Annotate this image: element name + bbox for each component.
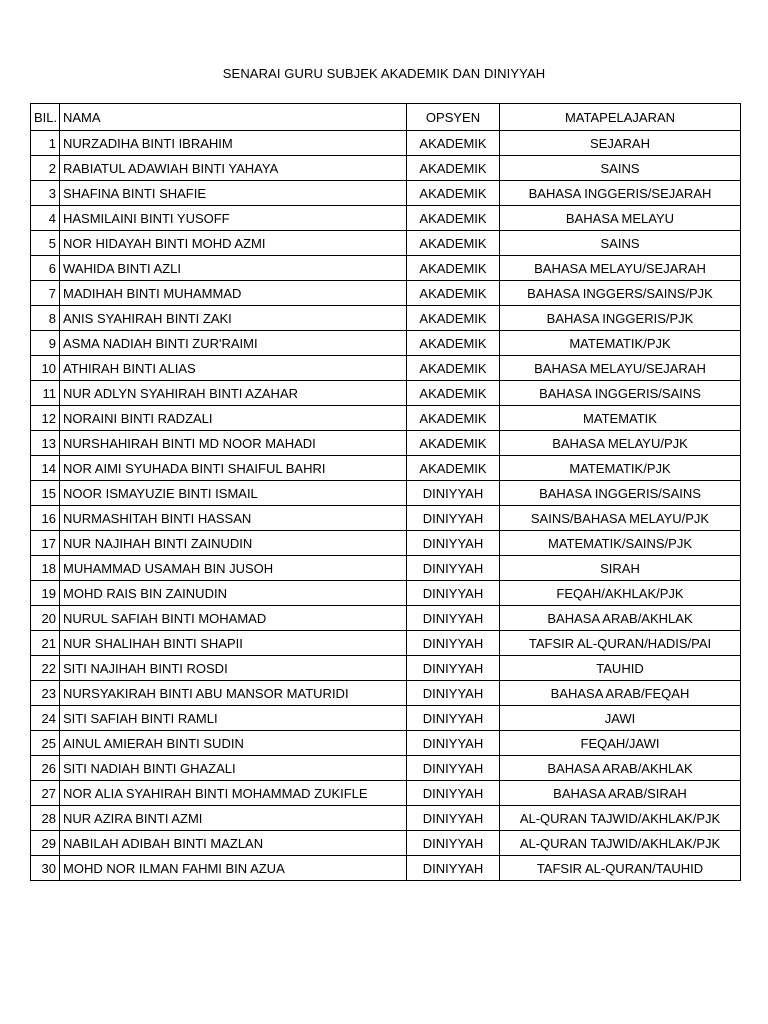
cell-bil: 17: [31, 531, 60, 556]
cell-matapelajaran: JAWI: [500, 706, 741, 731]
cell-matapelajaran: MATEMATIK: [500, 406, 741, 431]
cell-opsyen: AKADEMIK: [407, 356, 500, 381]
cell-matapelajaran: BAHASA INGGERIS/SAINS: [500, 381, 741, 406]
header-bil: BIL.: [31, 104, 60, 131]
cell-opsyen: DINIYYAH: [407, 856, 500, 881]
cell-opsyen: DINIYYAH: [407, 656, 500, 681]
cell-opsyen: DINIYYAH: [407, 706, 500, 731]
cell-matapelajaran: MATEMATIK/PJK: [500, 331, 741, 356]
table-row: [31, 831, 741, 856]
table-row: [31, 681, 741, 706]
cell-opsyen: DINIYYAH: [407, 781, 500, 806]
cell-opsyen: AKADEMIK: [407, 156, 500, 181]
cell-opsyen: DINIYYAH: [407, 831, 500, 856]
cell-opsyen: DINIYYAH: [407, 506, 500, 531]
cell-bil: 14: [31, 456, 60, 481]
cell-nama: NURMASHITAH BINTI HASSAN: [60, 506, 407, 531]
cell-nama: NORAINI BINTI RADZALI: [60, 406, 407, 431]
cell-bil: 18: [31, 556, 60, 581]
cell-bil: 23: [31, 681, 60, 706]
cell-opsyen: AKADEMIK: [407, 306, 500, 331]
table-row: [31, 131, 741, 156]
table-row: [31, 606, 741, 631]
cell-nama: NURZADIHA BINTI IBRAHIM: [60, 131, 407, 156]
table-row: [31, 331, 741, 356]
cell-nama: ATHIRAH BINTI ALIAS: [60, 356, 407, 381]
cell-matapelajaran: TAUHID: [500, 656, 741, 681]
cell-nama: NURUL SAFIAH BINTI MOHAMAD: [60, 606, 407, 631]
cell-bil: 29: [31, 831, 60, 856]
table-row: [31, 181, 741, 206]
table-row: [31, 481, 741, 506]
cell-opsyen: AKADEMIK: [407, 206, 500, 231]
cell-bil: 26: [31, 756, 60, 781]
cell-nama: SITI SAFIAH BINTI RAMLI: [60, 706, 407, 731]
table-row: [31, 356, 741, 381]
cell-opsyen: AKADEMIK: [407, 181, 500, 206]
cell-bil: 10: [31, 356, 60, 381]
cell-nama: SITI NAJIHAH BINTI ROSDI: [60, 656, 407, 681]
cell-nama: SHAFINA BINTI SHAFIE: [60, 181, 407, 206]
table-row: [31, 306, 741, 331]
cell-nama: NABILAH ADIBAH BINTI MAZLAN: [60, 831, 407, 856]
cell-opsyen: DINIYYAH: [407, 731, 500, 756]
table-row: [31, 556, 741, 581]
cell-matapelajaran: AL-QURAN TAJWID/AKHLAK/PJK: [500, 806, 741, 831]
cell-matapelajaran: SAINS: [500, 231, 741, 256]
table-row: [31, 156, 741, 181]
table-row: [31, 206, 741, 231]
cell-bil: 7: [31, 281, 60, 306]
cell-bil: 24: [31, 706, 60, 731]
cell-nama: SITI NADIAH BINTI GHAZALI: [60, 756, 407, 781]
cell-matapelajaran: BAHASA ARAB/AKHLAK: [500, 756, 741, 781]
cell-nama: WAHIDA BINTI AZLI: [60, 256, 407, 281]
cell-matapelajaran: FEQAH/JAWI: [500, 731, 741, 756]
cell-bil: 22: [31, 656, 60, 681]
cell-matapelajaran: BAHASA INGGERIS/SEJARAH: [500, 181, 741, 206]
table-row: [31, 631, 741, 656]
table-row: [31, 431, 741, 456]
cell-opsyen: AKADEMIK: [407, 431, 500, 456]
cell-matapelajaran: SEJARAH: [500, 131, 741, 156]
cell-opsyen: AKADEMIK: [407, 281, 500, 306]
table-row: [31, 756, 741, 781]
cell-bil: 30: [31, 856, 60, 881]
cell-opsyen: DINIYYAH: [407, 606, 500, 631]
table-row: [31, 256, 741, 281]
cell-matapelajaran: AL-QURAN TAJWID/AKHLAK/PJK: [500, 831, 741, 856]
table-row: [31, 281, 741, 306]
cell-matapelajaran: BAHASA ARAB/AKHLAK: [500, 606, 741, 631]
cell-matapelajaran: BAHASA MELAYU/SEJARAH: [500, 256, 741, 281]
table-header-row: [31, 104, 741, 131]
cell-bil: 9: [31, 331, 60, 356]
table-row: [31, 706, 741, 731]
table-row: [31, 506, 741, 531]
cell-nama: NURSHAHIRAH BINTI MD NOOR MAHADI: [60, 431, 407, 456]
cell-opsyen: DINIYYAH: [407, 806, 500, 831]
cell-bil: 5: [31, 231, 60, 256]
header-matapelajaran: MATAPELAJARAN: [500, 104, 741, 131]
cell-matapelajaran: BAHASA INGGERIS/PJK: [500, 306, 741, 331]
cell-bil: 15: [31, 481, 60, 506]
table-row: [31, 806, 741, 831]
table-row: [31, 456, 741, 481]
document-title: SENARAI GURU SUBJEK AKADEMIK DAN DINIYYAH: [222, 66, 546, 81]
cell-matapelajaran: BAHASA MELAYU: [500, 206, 741, 231]
cell-nama: NOR ALIA SYAHIRAH BINTI MOHAMMAD ZUKIFLE: [60, 781, 407, 806]
cell-bil: 27: [31, 781, 60, 806]
cell-opsyen: DINIYYAH: [407, 631, 500, 656]
cell-bil: 16: [31, 506, 60, 531]
cell-nama: NOR HIDAYAH BINTI MOHD AZMI: [60, 231, 407, 256]
cell-bil: 13: [31, 431, 60, 456]
cell-nama: NOOR ISMAYUZIE BINTI ISMAIL: [60, 481, 407, 506]
cell-opsyen: AKADEMIK: [407, 231, 500, 256]
cell-bil: 2: [31, 156, 60, 181]
cell-nama: NURSYAKIRAH BINTI ABU MANSOR MATURIDI: [60, 681, 407, 706]
table-row: [31, 581, 741, 606]
cell-matapelajaran: BAHASA ARAB/SIRAH: [500, 781, 741, 806]
cell-opsyen: AKADEMIK: [407, 331, 500, 356]
cell-nama: NUR ADLYN SYAHIRAH BINTI AZAHAR: [60, 381, 407, 406]
cell-opsyen: DINIYYAH: [407, 681, 500, 706]
table-row: [31, 731, 741, 756]
cell-nama: MOHD NOR ILMAN FAHMI BIN AZUA: [60, 856, 407, 881]
cell-nama: ANIS SYAHIRAH BINTI ZAKI: [60, 306, 407, 331]
header-nama: NAMA: [60, 104, 407, 131]
table-row: [31, 231, 741, 256]
table-row: [31, 856, 741, 881]
cell-opsyen: AKADEMIK: [407, 456, 500, 481]
cell-matapelajaran: BAHASA INGGERS/SAINS/PJK: [500, 281, 741, 306]
table-row: [31, 531, 741, 556]
header-opsyen: OPSYEN: [407, 104, 500, 131]
cell-matapelajaran: SIRAH: [500, 556, 741, 581]
cell-opsyen: AKADEMIK: [407, 406, 500, 431]
cell-opsyen: AKADEMIK: [407, 381, 500, 406]
cell-opsyen: AKADEMIK: [407, 256, 500, 281]
cell-nama: HASMILAINI BINTI YUSOFF: [60, 206, 407, 231]
cell-opsyen: DINIYYAH: [407, 481, 500, 506]
cell-nama: MUHAMMAD USAMAH BIN JUSOH: [60, 556, 407, 581]
cell-bil: 3: [31, 181, 60, 206]
cell-bil: 28: [31, 806, 60, 831]
cell-opsyen: AKADEMIK: [407, 131, 500, 156]
cell-nama: NUR AZIRA BINTI AZMI: [60, 806, 407, 831]
cell-bil: 20: [31, 606, 60, 631]
cell-nama: RABIATUL ADAWIAH BINTI YAHAYA: [60, 156, 407, 181]
table-body: [31, 131, 741, 881]
cell-matapelajaran: BAHASA MELAYU/SEJARAH: [500, 356, 741, 381]
cell-nama: MOHD RAIS BIN ZAINUDIN: [60, 581, 407, 606]
cell-matapelajaran: BAHASA INGGERIS/SAINS: [500, 481, 741, 506]
table-row: [31, 781, 741, 806]
table-row: [31, 381, 741, 406]
cell-bil: 19: [31, 581, 60, 606]
teacher-table: [30, 103, 741, 881]
cell-bil: 6: [31, 256, 60, 281]
cell-bil: 8: [31, 306, 60, 331]
cell-nama: NUR NAJIHAH BINTI ZAINUDIN: [60, 531, 407, 556]
cell-opsyen: DINIYYAH: [407, 756, 500, 781]
cell-bil: 12: [31, 406, 60, 431]
cell-opsyen: DINIYYAH: [407, 556, 500, 581]
cell-matapelajaran: FEQAH/AKHLAK/PJK: [500, 581, 741, 606]
cell-bil: 25: [31, 731, 60, 756]
cell-bil: 11: [31, 381, 60, 406]
cell-matapelajaran: SAINS: [500, 156, 741, 181]
cell-matapelajaran: SAINS/BAHASA MELAYU/PJK: [500, 506, 741, 531]
cell-nama: NUR SHALIHAH BINTI SHAPII: [60, 631, 407, 656]
cell-opsyen: DINIYYAH: [407, 581, 500, 606]
cell-nama: ASMA NADIAH BINTI ZUR'RAIMI: [60, 331, 407, 356]
table-row: [31, 406, 741, 431]
cell-nama: NOR AIMI SYUHADA BINTI SHAIFUL BAHRI: [60, 456, 407, 481]
cell-nama: AINUL AMIERAH BINTI SUDIN: [60, 731, 407, 756]
cell-matapelajaran: TAFSIR AL-QURAN/TAUHID: [500, 856, 741, 881]
cell-bil: 4: [31, 206, 60, 231]
table-row: [31, 656, 741, 681]
cell-opsyen: DINIYYAH: [407, 531, 500, 556]
cell-matapelajaran: TAFSIR AL-QURAN/HADIS/PAI: [500, 631, 741, 656]
cell-matapelajaran: MATEMATIK/PJK: [500, 456, 741, 481]
cell-bil: 21: [31, 631, 60, 656]
cell-matapelajaran: MATEMATIK/SAINS/PJK: [500, 531, 741, 556]
cell-nama: MADIHAH BINTI MUHAMMAD: [60, 281, 407, 306]
cell-matapelajaran: BAHASA ARAB/FEQAH: [500, 681, 741, 706]
cell-matapelajaran: BAHASA MELAYU/PJK: [500, 431, 741, 456]
cell-bil: 1: [31, 131, 60, 156]
